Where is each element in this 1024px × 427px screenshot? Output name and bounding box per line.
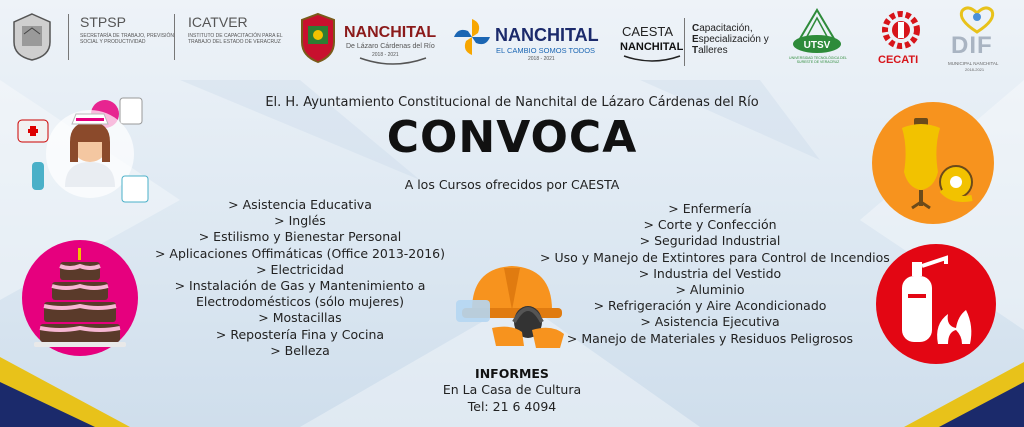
informes-phone: Tel: 21 6 4094: [467, 399, 557, 414]
utsv-logo-subtitle: UNIVERSIDAD TECNOLÓGICA DEL SURESTE DE VERACRUZ: [789, 56, 847, 64]
list-item: Electrodomésticos (sólo mujeres): [195, 294, 405, 310]
list-item: > Asistencia Ejecutiva: [640, 314, 780, 330]
dif-logo-years: 2018-2021: [965, 67, 985, 72]
nanchital-logo-title: NANCHITAL: [495, 25, 599, 45]
list-item: > Uso y Manejo de Extintores para Control de Incendios: [540, 249, 890, 265]
svg-text:UTSV: UTSV: [803, 40, 831, 51]
ayuntamiento-heading: El. H. Ayuntamiento Constitucional de Nanchital de Lázaro Cárdenas del Río: [265, 95, 759, 110]
icatver-logo-title: ICATVER: [188, 14, 248, 30]
informes-heading: INFORMES: [475, 366, 549, 381]
informes-location: En La Casa de Cultura: [442, 382, 582, 397]
icatver-logo-subtitle: INSTITUTO DE CAPACITACIÓN PARA EL TRABAJO DEL ESTADO DE VERACRUZ: [188, 33, 283, 45]
courses-left-list: [150, 197, 450, 359]
caesta-description: [692, 23, 769, 56]
list-item: > Belleza: [270, 342, 330, 358]
caesta-swoosh-icon: [622, 54, 682, 64]
extinguisher-illustration-icon: [876, 244, 996, 364]
list-item: > Instalación de Gas y Mantenimiento a: [174, 278, 426, 294]
list-item: > Electricidad: [256, 261, 344, 277]
caesta-line: Capacitación,: [692, 23, 753, 34]
caesta-line: Talleres: [692, 45, 728, 56]
nurse-illustration-icon: [10, 92, 160, 207]
mannequin-illustration-icon: [872, 102, 994, 224]
logo-divider: [68, 14, 69, 60]
list-item: > Aplicaciones Offimáticas (Office 2013-2016): [154, 245, 445, 261]
cecati-gear-icon: [876, 8, 926, 52]
list-item: > Seguridad Industrial: [639, 233, 781, 249]
cake-illustration-icon: [22, 240, 138, 356]
courses-right-list: [540, 201, 890, 347]
nanchital-shield-icon: [298, 12, 338, 64]
nanchital-logo-tagline: EL CAMBIO SOMOS TODOS: [496, 46, 596, 55]
stpsp-logo-subtitle: SECRETARÍA DE TRABAJO, PREVISIÓN SOCIAL Y PRODUCTIVIDAD: [80, 33, 175, 45]
veracruz-seal-icon: [10, 12, 54, 62]
list-item: > Repostería Fina y Cocina: [215, 326, 385, 342]
hardhat-illustration-icon: [452, 250, 572, 350]
logo-divider: [174, 14, 175, 60]
utsv-logo-icon: [790, 6, 844, 56]
nanchital-shield-years: 2018 - 2021: [372, 52, 399, 58]
caesta-logo-bottom: NANCHITAL: [620, 41, 684, 53]
logo-bar: [0, 0, 1024, 80]
nanchital-pinwheel-icon: [452, 17, 492, 57]
list-item: > Mostacillas: [258, 310, 342, 326]
list-item: > Estilismo y Bienestar Personal: [198, 229, 402, 245]
logo-divider: [684, 18, 685, 66]
nanchital-logo-years: 2018 - 2021: [528, 56, 555, 62]
list-item: > Enfermería: [668, 201, 752, 216]
page-subtitle: A los Cursos ofrecidos por CAESTA: [404, 177, 620, 192]
list-item: > Manejo de Materiales y Residuos Peligrosos: [566, 330, 854, 346]
list-item: > Industria del Vestido: [638, 265, 782, 281]
dif-logo-title: DIF: [951, 32, 993, 59]
caesta-logo-top: CAESTA: [622, 24, 674, 39]
nanchital-shield-subtitle: De Lázaro Cárdenas del Río: [346, 43, 435, 50]
caesta-line: Especialización y: [692, 34, 769, 45]
nanchital-swoosh-icon: [358, 56, 428, 66]
list-item: > Asistencia Educativa: [228, 197, 372, 212]
list-item: > Refrigeración y Aire Acondicionado: [593, 298, 827, 314]
nanchital-shield-title: NANCHITAL: [344, 24, 437, 41]
list-item: > Inglés: [274, 213, 326, 229]
dif-heart-icon: [956, 4, 998, 34]
list-item: > Corte y Confección: [643, 217, 777, 233]
list-item: > Aluminio: [675, 282, 745, 298]
stpsp-logo-title: STPSP: [80, 14, 126, 30]
page-title: CONVOCA: [386, 112, 638, 163]
dif-logo-subtitle: MUNICIPAL NANCHITAL: [948, 61, 999, 66]
cecati-logo-title: CECATI: [878, 54, 919, 66]
